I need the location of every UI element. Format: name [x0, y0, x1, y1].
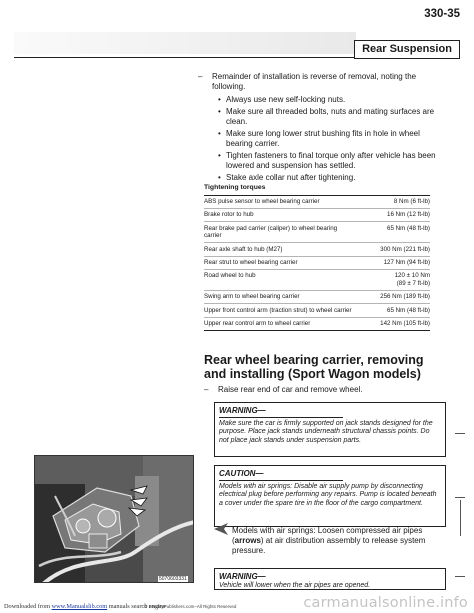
warning-label: WARNING— [219, 406, 266, 415]
torque-item: Upper front control arm (traction strut) to wheel carrier [204, 304, 356, 317]
table-row [204, 243, 430, 256]
warning-box [214, 402, 446, 457]
gutter-tick [455, 433, 465, 434]
torque-value: 65 Nm (48 ft-lb) [356, 222, 430, 243]
torque-item: Road wheel to hub [204, 270, 356, 291]
table-row [204, 304, 430, 317]
torque-item: Upper rear control arm to wheel carrier [204, 320, 311, 328]
procedure-heading: Rear wheel bearing carrier, removing and installing (Sport Wagon models) [204, 353, 424, 381]
installation-notes [198, 72, 436, 189]
publisher-copyright: © BentleyPublishers.com–All Rights Reserved [144, 604, 237, 609]
figure-id: 5070603331 [159, 576, 187, 582]
bullet-item: • Make sure long lower strut bushing fits in hole in wheel bearing carrier. [218, 129, 436, 149]
torque-item: ABS pulse sensor to wheel bearing carrier [204, 195, 356, 208]
torque-value: 16 Nm (12 ft-lb) [356, 208, 430, 221]
caution-text: Models with air springs: Disable air supply pump by disconnecting electrical plug before performing any repairs. Pump is located beneath a cover under the spare tire in the floor of the cargo compartment. [219, 483, 437, 507]
bullet-item: • Stake axle collar nut after tightening. [218, 173, 436, 183]
site-watermark: carmanualsonline.info [303, 595, 468, 611]
bullet-item: • Make sure all threaded bolts, nuts and mating surfaces are clean. [218, 107, 436, 127]
gutter-tick [455, 497, 465, 498]
torque-item: Swing arm to wheel bearing carrier [204, 291, 356, 304]
torque-value: 65 Nm (48 ft-lb) [356, 304, 430, 317]
torque-value: 256 Nm (189 ft-lb) [356, 291, 430, 304]
table-row [204, 256, 430, 269]
installation-step: – Remainder of installation is reverse of removal, noting the following. [198, 72, 436, 92]
table-row [204, 270, 430, 291]
download-footer [4, 603, 166, 610]
torque-item: Rear brake pad carrier (caliper) to wheel bearing carrier [204, 222, 356, 243]
warning-label: WARNING— [219, 572, 266, 581]
table-row [204, 208, 430, 221]
warning-text: Make sure the car is firmly supported on jack stands designed for the purpose. Place jack stands underneath structural chassis points. Do not place jack stands under suspension parts. [219, 420, 433, 444]
footer-suffix: manuals search engine [107, 603, 166, 610]
bullet-item: • Tighten fasteners to final torque only after vehicle has been lowered and suspension has settled. [218, 151, 436, 171]
label-rule [219, 417, 343, 418]
section-title: Rear Suspension [354, 40, 460, 59]
torque-value: 300 Nm (221 ft-lb) [356, 243, 430, 256]
caution-label: CAUTION— [219, 469, 264, 478]
torque-table [204, 195, 430, 332]
table-row [204, 195, 430, 208]
table-row [204, 317, 430, 330]
label-rule [219, 480, 343, 481]
manualslib-link[interactable]: www.Manualslib.com [51, 603, 108, 610]
torque-item: Rear axle shaft to hub (M27) [204, 243, 356, 256]
torque-item: Rear strut to wheel bearing carrier [204, 256, 356, 269]
table-row [204, 291, 430, 304]
caution-box [214, 465, 446, 527]
bullet-item: • Always use new self-locking nuts. [218, 95, 436, 105]
warning-box [214, 568, 446, 590]
gutter-line [460, 500, 461, 536]
note-text-before: Models with air springs: Loosen compressed air pipes ( [232, 526, 423, 545]
photo-drawing [35, 456, 194, 583]
warning-text: Vehicle will lower when the air pipes are opened. [219, 582, 371, 589]
note-text-after: ) at air distribution assembly to release system pressure. [232, 536, 426, 555]
air-distribution-photo [34, 455, 194, 583]
torque-item: Brake rotor to hub [204, 208, 356, 221]
procedure-step: – Raise rear end of car and remove wheel. [204, 385, 444, 395]
figure-pointer-icon [213, 522, 229, 536]
torque-value: 127 Nm (94 ft-lb) [356, 256, 430, 269]
air-pipe-note [232, 526, 446, 556]
torque-value: 120 ± 10 Nm (89 ± 7 ft-lb) [356, 270, 430, 291]
torque-table-title: Tightening torques [204, 184, 266, 191]
note-text-bold: arrows [234, 536, 261, 545]
footer-prefix: Downloaded from [4, 603, 52, 610]
gutter-tick [455, 576, 465, 577]
torque-spec-block [204, 184, 430, 331]
torque-value: 8 Nm (6 ft-lb) [356, 195, 430, 208]
page-number: 330-35 [424, 8, 460, 20]
table-row [204, 222, 430, 243]
bullet-list [198, 95, 436, 183]
torque-value: 142 Nm (105 ft-lb) [380, 320, 430, 328]
